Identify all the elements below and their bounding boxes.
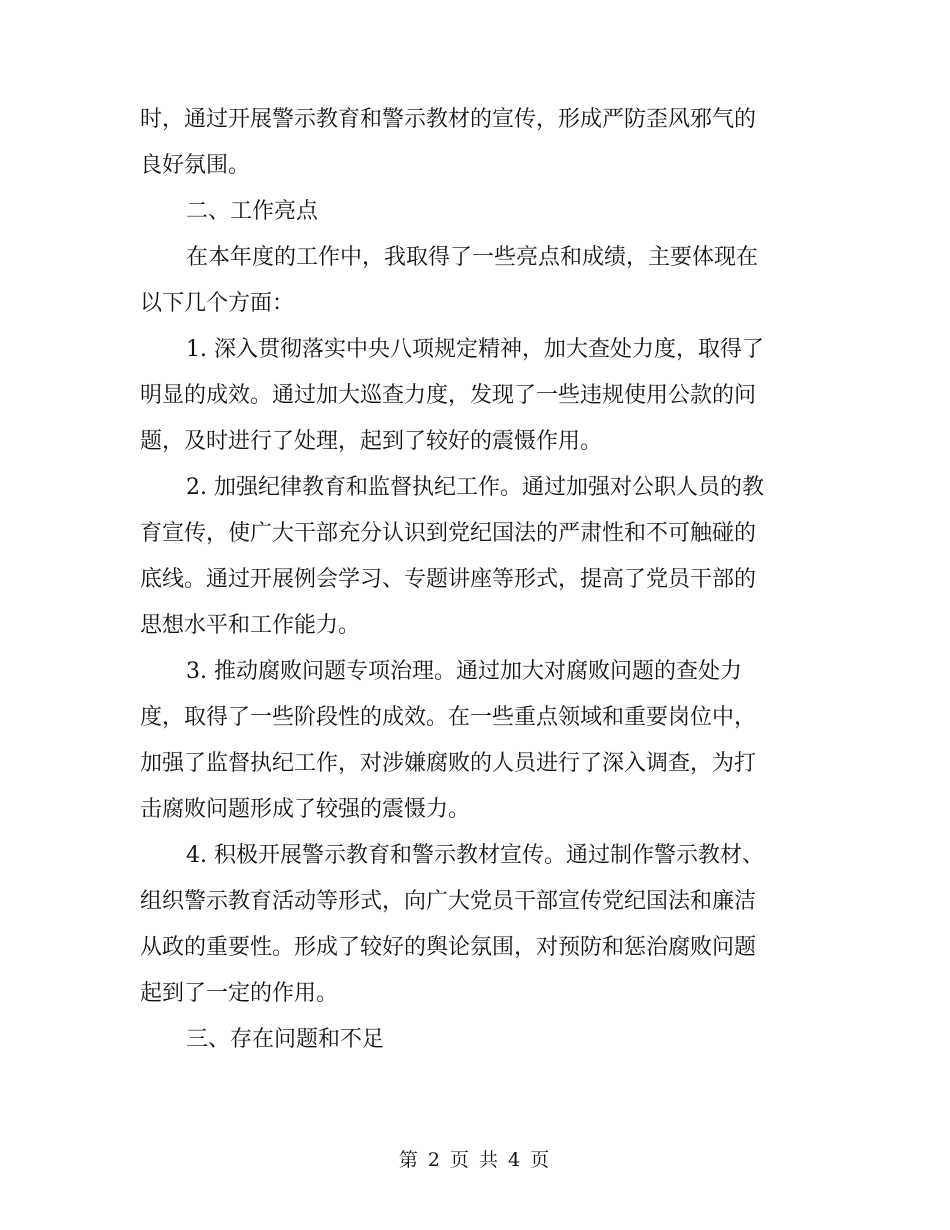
- text-line: 加强了监督执纪工作，对涉嫌腐败的人员进行了深入调查，为打: [140, 751, 757, 776]
- text-line: 明显的成效。通过加大巡查力度，发现了一些违规使用公款的问: [140, 383, 757, 408]
- text-line: 良好氛围。: [140, 153, 251, 178]
- text-line: 底线。通过开展例会学习、专题讲座等形式，提高了党员干部的: [140, 567, 757, 592]
- list-item-4: 4. 积极开展警示教育和警示教材宣传。通过制作警示教材、: [186, 843, 764, 868]
- text-line: 从政的重要性。形成了较好的舆论氛围，对预防和惩治腐败问题: [140, 935, 757, 960]
- list-item-3: 3. 推动腐败问题专项治理。通过加大对腐败问题的查处力: [186, 659, 742, 684]
- section-heading-highlights: 二、工作亮点: [186, 199, 319, 224]
- list-item-1: 1. 深入贯彻落实中央八项规定精神，加大查处力度，取得了: [186, 337, 764, 362]
- text-line: 度，取得了一些阶段性的成效。在一些重点领域和重要岗位中，: [140, 705, 757, 730]
- section-heading-problems: 三、存在问题和不足: [186, 1027, 385, 1052]
- text-line: 时，通过开展警示教育和警示教材的宣传，形成严防歪风邪气的: [140, 107, 757, 132]
- text-line: 在本年度的工作中，我取得了一些亮点和成绩，主要体现在: [186, 245, 759, 270]
- page-number-footer: 第 2 页 共 4 页: [398, 1149, 552, 1171]
- text-line: 以下几个方面：: [140, 291, 295, 316]
- text-line: 思想水平和工作能力。: [140, 613, 361, 638]
- text-line: 起到了一定的作用。: [140, 981, 339, 1006]
- list-item-2: 2. 加强纪律教育和监督执纪工作。通过加强对公职人员的教: [186, 475, 764, 500]
- text-line: 题，及时进行了处理，起到了较好的震慑作用。: [140, 429, 603, 454]
- text-line: 组织警示教育活动等形式，向广大党员干部宣传党纪国法和廉洁: [140, 889, 757, 914]
- text-line: 击腐败问题形成了较强的震慑力。: [140, 797, 471, 822]
- document-body: [140, 97, 812, 1063]
- text-line: 育宣传，使广大干部充分认识到党纪国法的严肃性和不可触碰的: [140, 521, 757, 546]
